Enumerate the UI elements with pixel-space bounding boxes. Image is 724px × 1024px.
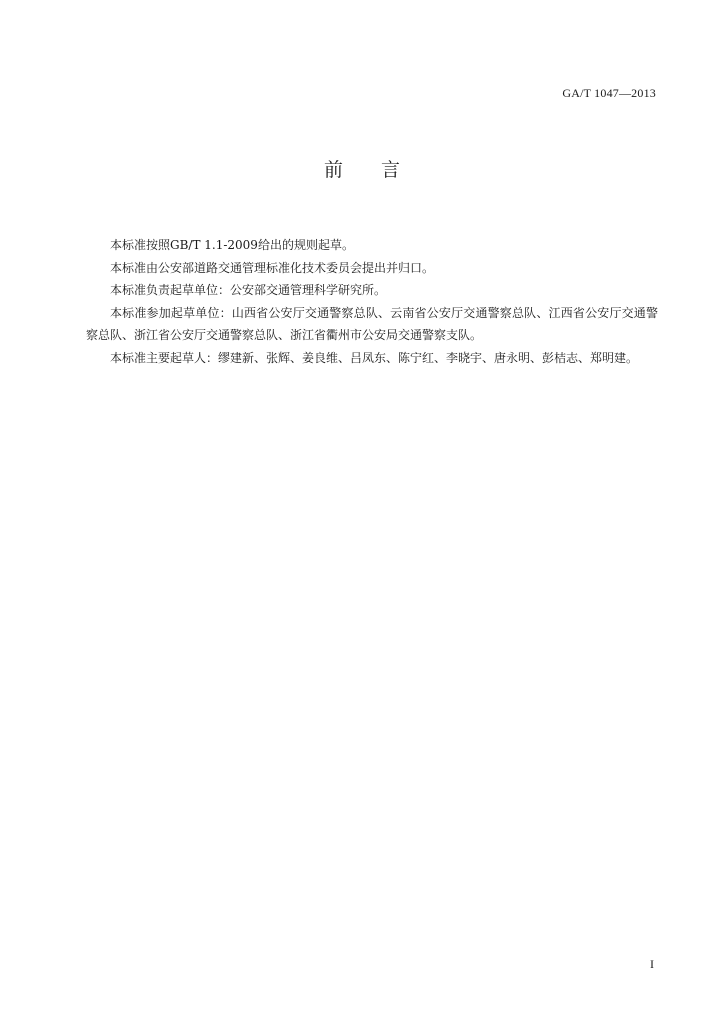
paragraph-proposer: 本标准由公安部道路交通管理标准化技术委员会提出并归口。 (110, 260, 435, 275)
paragraph-participating-units: 本标准参加起草单位：山西省公安厅交通警察总队、云南省公安厅交通警察总队、江西省公安厅交通警察总队、浙江省公安厅交通警察总队、浙江省衢州市公安局交通警察支队。 (86, 305, 658, 342)
preface-body (86, 234, 658, 369)
page-number: I (650, 957, 654, 971)
paragraph-responsible-unit: 本标准负责起草单位：公安部交通管理科学研究所。 (110, 283, 387, 297)
paragraph-drafting-rules: 本标准按照GB/T 1.1-2009给出的规则起草。 (110, 238, 354, 252)
paragraph-main-drafters: 本标准主要起草人：缪建新、张辉、姜良维、吕凤东、陈宁红、李晓宇、唐永明、彭桔志、郑明建。 (110, 350, 639, 365)
section-title: 前言 (323, 159, 438, 181)
standard-code: GA/T 1047—2013 (562, 86, 656, 100)
